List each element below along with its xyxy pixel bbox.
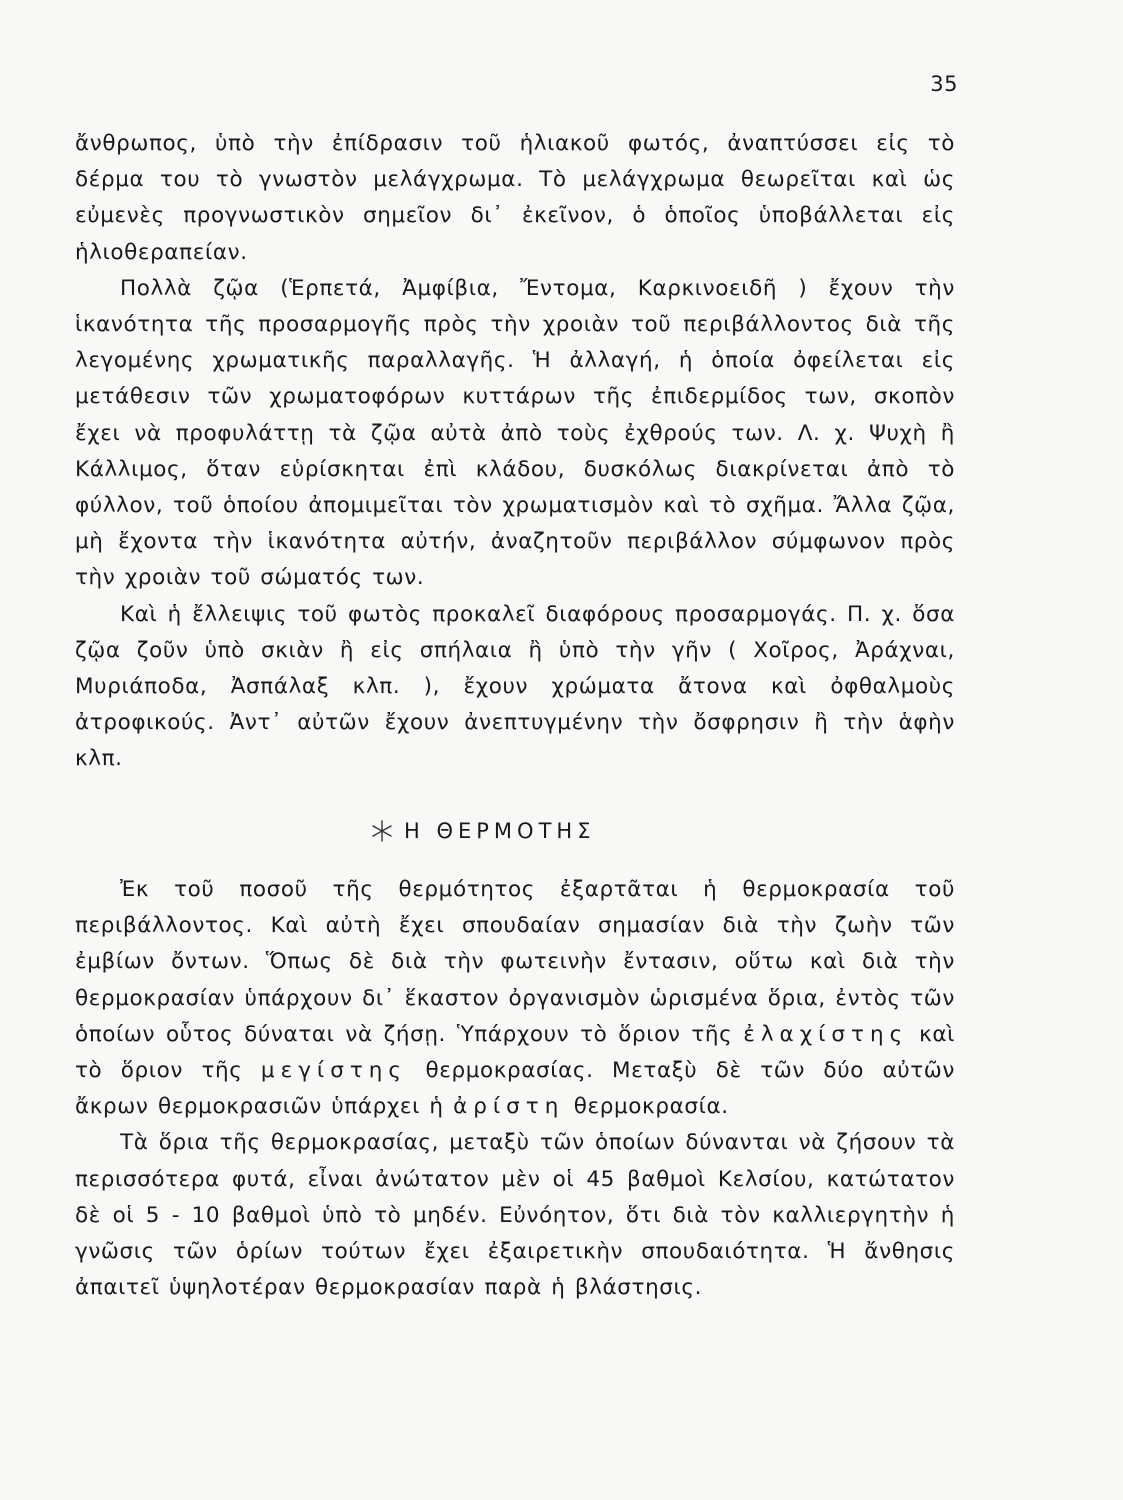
thermo-text-2: καὶ τὸ ὅριον τῆς <box>75 1021 956 1084</box>
term-maximum: μεγίστης <box>260 1058 408 1084</box>
section-heading <box>370 813 595 849</box>
thermo-text-3: θερμοκρασίας. Μεταξὺ δὲ τῶν δύο αὐτῶν ἄκρων θερμοκρασιῶν ὑπάρχει ἡ <box>75 1058 956 1120</box>
text-block-heat <box>75 872 955 1306</box>
term-minimum: ἐλαχίστης <box>743 1021 909 1047</box>
paragraph-plant-temperature-limits: Τὰ ὅρια τῆς θερμοκρασίας, μεταξὺ τῶν ὁποίων δύνανται νὰ ζήσουν τὰ περισσότερα φυτά, εἶναι ἀνώτατον μὲν οἱ 45 βαθμοὶ Κελσίου, κατώτατον δὲ οἱ 5 - 10 βαθμοὶ ὑπὸ τὸ μηδέν. Εὐνόητον, ὅτι διὰ τὸν καλλιεργητὴν ἡ γνῶσις τῶν ὁρίων τούτων ἔχει ἐξαιρετικὴν σπουδαιότητα. Ἡ ἄνθησις ἀπαιτεῖ ὑψηλοτέραν θερμοκρασίαν παρὰ ἡ βλάστησις. <box>75 1130 955 1301</box>
paragraph-tanning: ἄνθρωπος, ὑπὸ τὴν ἐπίδρασιν τοῦ ἡλιακοῦ φωτός, ἀναπτύσσει εἰς τὸ δέρμα του τὸ γνωστὸν μελάγχρωμα. Τὸ μελάγχρωμα θεωρεῖται καὶ ὡς εὐμενὲς προγνωστικὸν σημεῖον δι᾽ ἐκεῖνον, ὁ ὁποῖος ὑποβάλλεται εἰς ἡλιοθεραπείαν. <box>75 131 955 265</box>
paragraph-darkness-adaptation: Καὶ ἡ ἔλλειψις τοῦ φωτὸς προκαλεῖ διαφόρους προσαρμογάς. Π. χ. ὅσα ζῷα ζοῦν ὑπὸ σκιὰν ἢ εἰς σπήλαια ἢ ὑπὸ τὴν γῆν ( Χοῖρος, Ἀράχναι, Μυριάποδα, Ἀσπάλαξ κλπ. ), ἔχουν χρώματα ἄτονα καὶ ὀφθαλμοὺς ἀτροφικούς. Ἀντ᾽ αὐτῶν ἔχουν ἀνεπτυγμένην τὴν ὄσφρησιν ἢ τὴν ἁφὴν κλπ. <box>75 601 955 772</box>
thermo-text-1: Ἐκ τοῦ ποσοῦ τῆς θερμότητος ἐξαρτᾶται ἡ θερμοκρασία τοῦ περιβάλλοντος. Καὶ αὐτὴ ἔχει σπουδαίαν σημασίαν διὰ τὴν ζωὴν τῶν ἐμβίων ὄντων. Ὅπως δὲ διὰ τὴν φωτεινὴν ἔντασιν, οὕτω καὶ διὰ τὴν θερμοκρασίαν ὑπάρχουν δι᾽ ἕκαστον ὀργανισμὸν ὡρισμένα ὅρια, ἐντὸς τῶν ὁποίων οὗτος δύναται νὰ ζήσῃ. Ὑπάρχουν τὸ ὅριον τῆς <box>75 877 955 1047</box>
thermo-text-4: θερμοκρασία. <box>573 1094 729 1120</box>
paragraph-temperature-limits-intro <box>75 872 955 1125</box>
section-heading-title: Η ΘΕΡΜΟΤΗΣ <box>404 819 596 843</box>
term-optimum: ἀρίστη <box>453 1094 565 1120</box>
paragraph-color-adaptation: Πολλὰ ζῷα (Ἑρπετά, Ἀμφίβια, Ἔντομα, Καρκινοειδῆ ) ἔχουν τὴν ἱκανότητα τῆς προσαρμογῆς πρὸς τὴν χροιὰν τοῦ περιβάλλοντος διὰ τῆς λεγομένης χρωματικῆς παραλλαγῆς. Ἡ ἀλλαγή, ἡ ὁποία ὀφείλεται εἰς μετάθεσιν τῶν χρωματοφόρων κυττάρων τῆς ἐπιδερμίδος των, σκοπὸν ἔχει νὰ προφυλάττῃ τὰ ζῷα αὐτὰ ἀπὸ τοὺς ἐχθρούς των. Λ. χ. Ψυχὴ ἢ Κάλλιμος, ὅταν εὑρίσκηται ἐπὶ κλάδου, δυσκόλως διακρίνεται ἀπὸ τὸ φύλλον, τοῦ ὁποίου ἀπομιμεῖται τὸν χρωματισμὸν καὶ τὸ σχῆμα. Ἄλλα ζῷα, μὴ ἔχοντα τὴν ἱκανότητα αὐτήν, ἀναζητοῦν περιβάλλον σύμφωνον πρὸς τὴν χροιὰν τοῦ σώματός των. <box>75 275 955 591</box>
page-number: 35 <box>930 72 958 96</box>
text-block-light <box>75 126 955 778</box>
asterisk-mark-icon <box>370 819 394 843</box>
